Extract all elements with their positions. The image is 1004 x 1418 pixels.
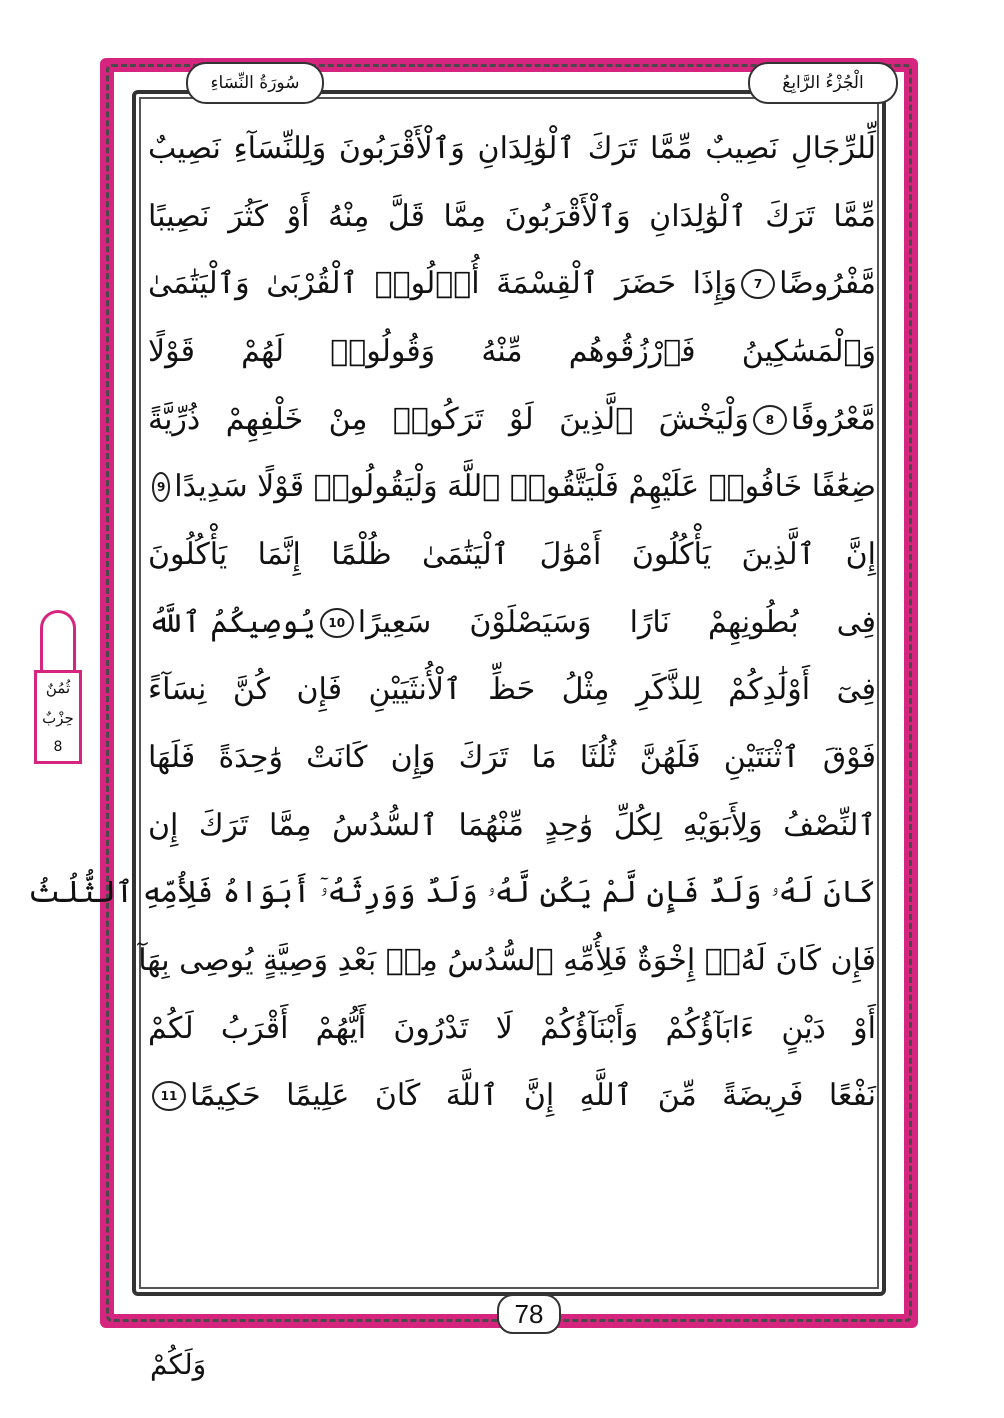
page-number: 78 (497, 1294, 561, 1334)
juz-label: الْجُزْءُ الرَّابِعُ (748, 62, 898, 104)
ayah-marker-7: 7 (741, 269, 775, 299)
hizb-marker (30, 610, 86, 770)
text-line-6: ضِعَٰفًا خَافُوا۟ عَلَيْهِمْ فَلْيَتَّقُوا۟ ٱللَّهَ وَلْيَقُولُوا۟ قَوْلًا سَدِيدًا 9 (148, 453, 876, 521)
hizb-label: حِزْبٌ (42, 709, 74, 727)
ayah-marker-9: 9 (152, 472, 170, 502)
text-line-7: إِنَّ ٱلَّذِينَ يَأْكُلُونَ أَمْوَٰلَ ٱلْيَتَٰمَىٰ ظُلْمًا إِنَّمَا يَأْكُلُونَ (148, 536, 876, 572)
hizb-dome-icon (40, 610, 76, 670)
text-line-12: كَانَ لَهُۥ وَلَدٌ فَإِن لَّمْ يَكُن لَّهُۥ وَلَدٌ وَوَرِثَهُۥٓ أَبَوَاهُ فَلِأُمِّهِ ٱلثُّلُثُ (27, 875, 876, 911)
ayah-marker-8: 8 (753, 405, 787, 435)
text-line-8: فِى بُطُونِهِمْ نَارًا وَسَيَصْلَوْنَ سَعِيرًا 10 يُوصِيكُمُ ٱللَّهُ (148, 604, 876, 640)
hizb-box (34, 670, 82, 764)
text-line-13: فَإِن كَانَ لَهُۥٓ إِخْوَةٌ فَلِأُمِّهِ ٱلسُّدُسُ مِنۢ بَعْدِ وَصِيَّةٍ يُوصِى بِهَآ (138, 943, 876, 979)
text-line-4: وَٱلْمَسَٰكِينُ فَٱرْزُقُوهُم مِّنْهُ وَقُولُوا۟ لَهُمْ قَوْلًا (148, 333, 876, 369)
ayah-marker-10: 10 (320, 608, 354, 638)
text-line-2: مِّمَّا تَرَكَ ٱلْوَٰلِدَانِ وَٱلْأَقْرَبُونَ مِمَّا قَلَّ مِنْهُ أَوْ كَثُرَ نَصِيبًا (148, 198, 876, 234)
hizb-number: 8 (53, 739, 63, 755)
text-line-1: لِّلرِّجَالِ نَصِيبٌ مِّمَّا تَرَكَ ٱلْوَٰلِدَانِ وَٱلْأَقْرَبُونَ وَلِلنِّسَآءِ نَصِيبٌ (148, 130, 876, 166)
ayah-marker-11: 11 (152, 1081, 186, 1111)
text-line-15: نَفْعًا فَرِيضَةً مِّنَ ٱللَّهِ إِنَّ ٱللَّهَ كَانَ عَلِيمًا حَكِيمًا 11 (148, 1063, 876, 1131)
surah-label: سُورَةُ النِّسَاءِ (186, 62, 324, 104)
hizb-eighth-label: ثُمُنٌ (45, 679, 71, 697)
text-line-11: ٱلنِّصْفُ وَلِأَبَوَيْهِ لِكُلِّ وَٰحِدٍ مِّنْهُمَا ٱلسُّدُسُ مِمَّا تَرَكَ إِن (148, 807, 876, 843)
catchword: وَلَكُمْ (150, 1348, 207, 1381)
text-line-10: فَوْقَ ٱثْنَتَيْنِ فَلَهُنَّ ثُلُثَا مَا تَرَكَ وَإِن كَانَتْ وَٰحِدَةً فَلَهَا (148, 740, 876, 776)
text-line-3: مَّفْرُوضًا 7 وَإِذَا حَضَرَ ٱلْقِسْمَةَ أُو۟لُوا۟ ٱلْقُرْبَىٰ وَٱلْيَتَٰمَىٰ (148, 266, 876, 302)
text-line-5: مَّعْرُوفًا 8 وَلْيَخْشَ ٱلَّذِينَ لَوْ تَرَكُوا۟ مِنْ خَلْفِهِمْ ذُرِّيَّةً (148, 401, 876, 437)
text-line-14: أَوْ دَيْنٍ ءَابَآؤُكُمْ وَأَبْنَآؤُكُمْ لَا تَدْرُونَ أَيُّهُمْ أَقْرَبُ لَكُمْ (148, 1010, 876, 1046)
text-line-9: فِىٓ أَوْلَٰدِكُمْ لِلذَّكَرِ مِثْلُ حَظِّ ٱلْأُنثَيَيْنِ فَإِن كُنَّ نِسَآءً (148, 672, 876, 708)
